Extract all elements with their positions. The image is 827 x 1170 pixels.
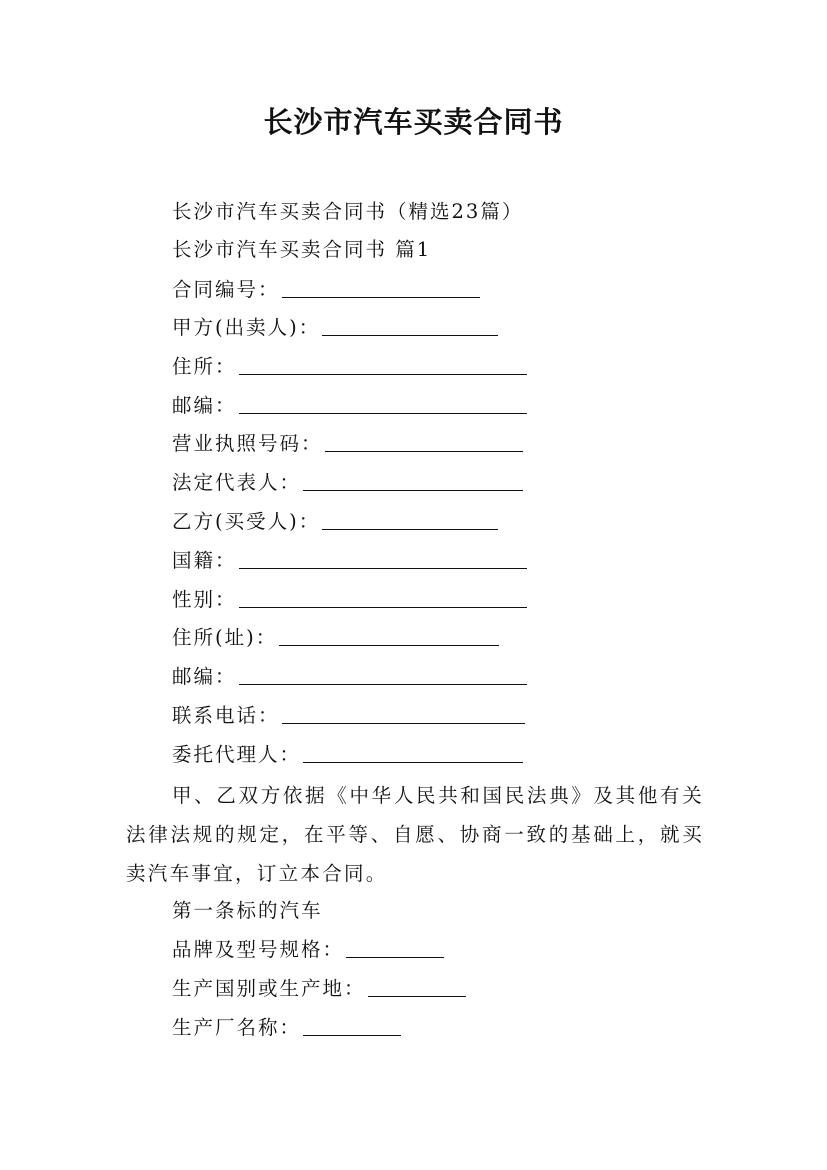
field-gender	[172, 586, 527, 614]
field-postcode-b	[172, 663, 527, 691]
fill-in-blank	[239, 356, 527, 375]
field-label: 品牌及型号规格：	[172, 938, 345, 961]
fill-in-blank	[279, 627, 499, 646]
field-label: 合同编号：	[172, 278, 280, 301]
field-nationality	[172, 547, 527, 575]
field-label: 住所(址)：	[172, 626, 278, 649]
field-brand-model	[172, 936, 444, 964]
fill-in-blank	[322, 511, 498, 530]
document-subtitle: 长沙市汽车买卖合同书（精选23篇）	[172, 200, 524, 223]
field-label: 联系电话：	[172, 704, 280, 727]
field-address	[172, 353, 527, 381]
contract-intro-paragraph: 甲、乙双方依据《中华人民共和国民法典》及其他有关法律法规的规定，在平等、自愿、协商一致的基础上，就买卖汽车事宜，订立本合同。	[126, 784, 704, 885]
field-label: 委托代理人：	[172, 743, 302, 766]
fill-in-blank	[239, 589, 527, 608]
article-heading: 第一条标的汽车	[172, 899, 323, 922]
field-label: 住所：	[172, 355, 237, 378]
field-party-b	[172, 508, 498, 536]
field-label: 甲方(出卖人)：	[172, 316, 321, 339]
fill-in-blank	[303, 1017, 401, 1036]
fill-in-blank	[368, 978, 466, 997]
fill-in-blank	[239, 666, 527, 685]
field-label: 邮编：	[172, 665, 237, 688]
field-contract-number	[172, 276, 480, 304]
field-legal-representative	[172, 469, 523, 497]
field-origin	[172, 975, 466, 1003]
fill-in-blank	[282, 279, 480, 298]
field-postcode	[172, 392, 527, 420]
field-agent	[172, 741, 523, 769]
field-business-license	[172, 430, 523, 458]
field-label: 生产国别或生产地：	[172, 977, 366, 1000]
field-residence	[172, 624, 499, 652]
field-label: 邮编：	[172, 394, 237, 417]
field-label: 性别：	[172, 588, 237, 611]
fill-in-blank	[282, 705, 525, 724]
page-title: 长沙市汽车买卖合同书	[263, 105, 564, 139]
field-manufacturer	[172, 1014, 401, 1042]
fill-in-blank	[239, 550, 527, 569]
field-label: 生产厂名称：	[172, 1016, 302, 1039]
field-label: 国籍：	[172, 549, 237, 572]
field-label: 法定代表人：	[172, 471, 302, 494]
field-party-a	[172, 314, 498, 342]
field-label: 乙方(买受人)：	[172, 510, 321, 533]
fill-in-blank	[325, 433, 523, 452]
field-phone	[172, 702, 525, 730]
fill-in-blank	[322, 317, 498, 336]
fill-in-blank	[239, 395, 527, 414]
field-label: 营业执照号码：	[172, 432, 323, 455]
section-heading: 长沙市汽车买卖合同书 篇1	[172, 238, 432, 261]
fill-in-blank	[303, 744, 523, 763]
fill-in-blank	[346, 939, 444, 958]
fill-in-blank	[303, 472, 523, 491]
